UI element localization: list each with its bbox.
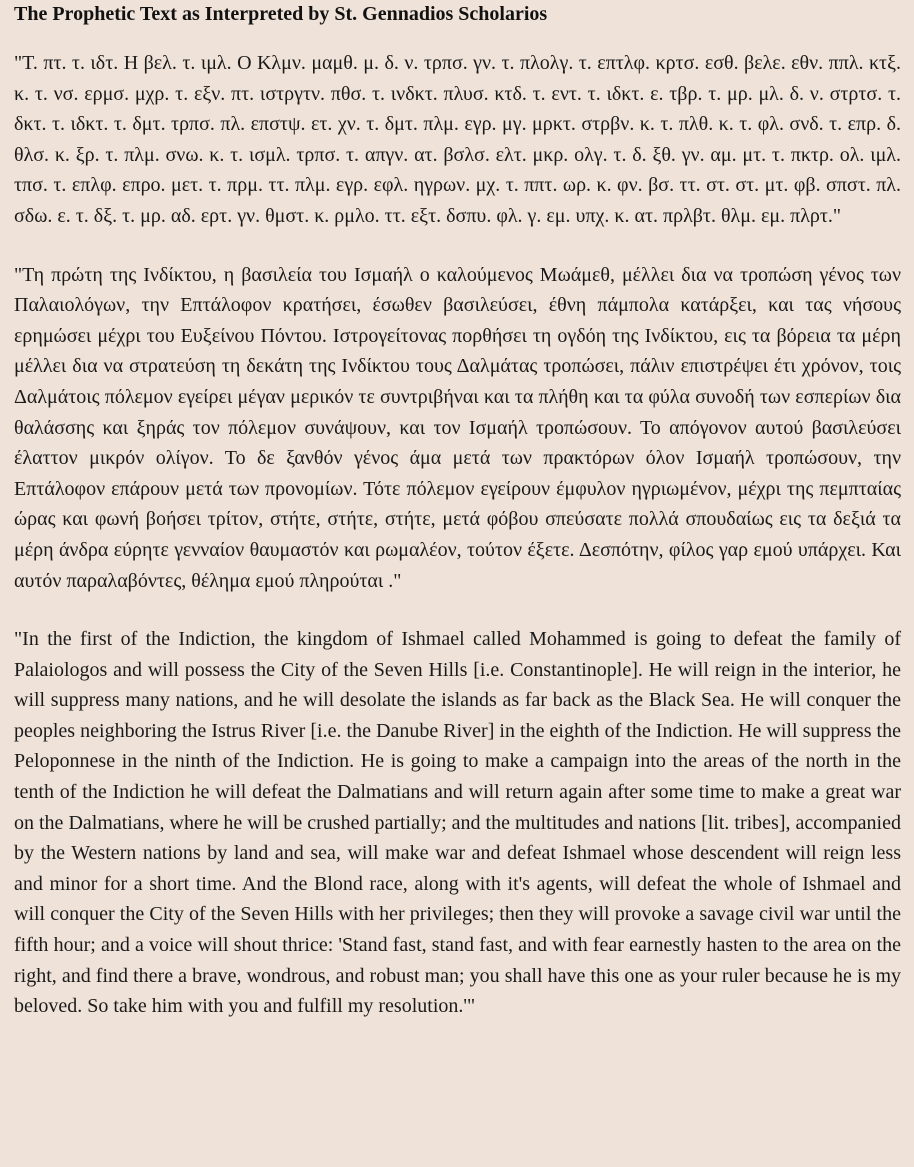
english-translation-paragraph: "In the first of the Indiction, the kingdom of Ishmael called Mohammed is going to defeat the family of Palaiologos and will possess the City of the Seven Hills [i.e. Constantinople]. He will reign in the interior, he will suppress many nations, and he will desolate the islands as far back as the Black Sea. He will conquer the peoples neighboring the Istrus River [i.e. the Danube River] in the eighth of the Indiction. He will suppress the Peloponnese in the ninth of the Indiction. He is going to make a campaign into the areas of the north in the tenth of the Indiction he will defeat the Dalmatians and will return again after some time to make a great war on the Dalmatians, where he will be crushed partially; and the multitudes and nations [lit. tribes], accompanied by the Western nations by land and sea, will make war and defeat Ishmael whose descendent will reign less and minor for a short time. And the Blond race, along with it's agents, will defeat the whole of Ishmael and will conquer the City of the Seven Hills with her privileges; then they will provoke a savage civil war until the fifth hour; and a voice will shout thrice: 'Stand fast, stand fast, and with fear earnestly hasten to the area on the right, and find there a brave, wondrous, and robust man; you shall have this one as your ruler because he is my beloved. So take him with you and fulfill my resolution.'" (14, 628, 901, 1018)
greek-paragraph: "Τη πρώτη της Ινδίκτου, η βασιλεία του Ισμαήλ ο καλούμενος Μωάμεθ, μέλλει δια να τροπώση γένος των Παλαιολόγων, την Επτάλοφον κρατήσει, έσωθεν βασιλεύσει, έθνη πάμπολα κατάρξει, και τας νήσους ερημώσει μέχρι του Ευξείνου Πόντου. Ιστρογείτονας πορθήσει τη ογδόη της Ινδίκτου, εις τα βόρεια τα μέρη μέλλει δια να στρατεύση τη δεκάτη της Ινδίκτου τους Δαλμάτας τροπώσει, πάλιν επιστρέψει έτι χρόνον, τοις Δαλμάτοις πόλεμον εγείρει μέγαν μερικόν τε συντριβήναι και τα πλήθη και τα φύλα συνοδή των εσπερίων δια θαλάσσης και ξηράς τον πόλεμον συνάψουν, και τον Ισμαήλ τροπώσουν. Το απόγονον αυτού βασιλεύσει έλαττον μικρόν ολίγον. Το δε ξανθόν γένος άμα μετά των πρακτόρων όλον Ισμαήλ τροπώσουν, την Επτάλοφον επάρουν μετά των προνομίων. Τότε πόλεμον εγείρουν έμφυλον ηγριωμένον, μέχρι της πεμπταίας ώρας και φωνή βοήσει τρίτον, στήτε, στήτε, στήτε, μετά φόβου σπεύσατε πολλά σπουδαίως εις τα δεξιά τα μέρη άνδρα εύρητε γενναίον θαυμαστόν και ρωμαλέον, τούτον έξετε. Δεσπότην, φίλος γαρ εμού υπάρχει. Και αυτόν παραλαβόντες, θέλημα εμού πληρούται ." (14, 263, 901, 592)
document-title: The Prophetic Text as Interpreted by St. Gennadios Scholarios (14, 3, 548, 25)
abbreviated-greek-paragraph: "Τ. πτ. τ. ιδτ. Η βελ. τ. ιμλ. Ο Κλμν. μαμθ. μ. δ. ν. τρπσ. γν. τ. πλολγ. τ. επτλφ. κρτσ. εσθ. βελε. εθν. ππλ. κτξ. κ. τ. νσ. ερμσ. μχρ. τ. εξν. πτ. ιστργτν. πθσ. τ. ινδκτ. πλυσ. κτδ. τ. εντ. τ. ιδκτ. ε. τβρ. τ. μρ. μλ. δ. ν. στρτσ. τ. δκτ. τ. ιδκτ. τ. δμτ. τρπσ. πλ. επστψ. ετ. χν. τ. δμτ. πλμ. εγρ. μγ. μρκτ. στρβν. κ. τ. πλθ. κ. τ. φλ. σνδ. τ. επρ. δ. θλσ. κ. ξρ. τ. πλμ. σνω. κ. τ. ισμλ. τρπσ. τ. απγν. ατ. βσλσ. ελτ. μκρ. ολγ. τ. δ. ξθ. γν. αμ. μτ. τ. πκτρ. ολ. ιμλ. τπσ. τ. επλφ. επρο. μετ. τ. πρμ. ττ. πλμ. εγρ. εφλ. ηγρων. μχ. τ. ππτ. ωρ. κ. φν. βσ. ττ. στ. στ. μτ. φβ. σπστ. πλ. σδω. ε. τ. δξ. τ. μρ. αδ. ερτ. γν. θμστ. κ. ρμλο. ττ. εξτ. δσπυ. φλ. γ. εμ. υπχ. κ. ατ. πρλβτ. θλμ. εμ. πλρτ." (14, 52, 901, 227)
